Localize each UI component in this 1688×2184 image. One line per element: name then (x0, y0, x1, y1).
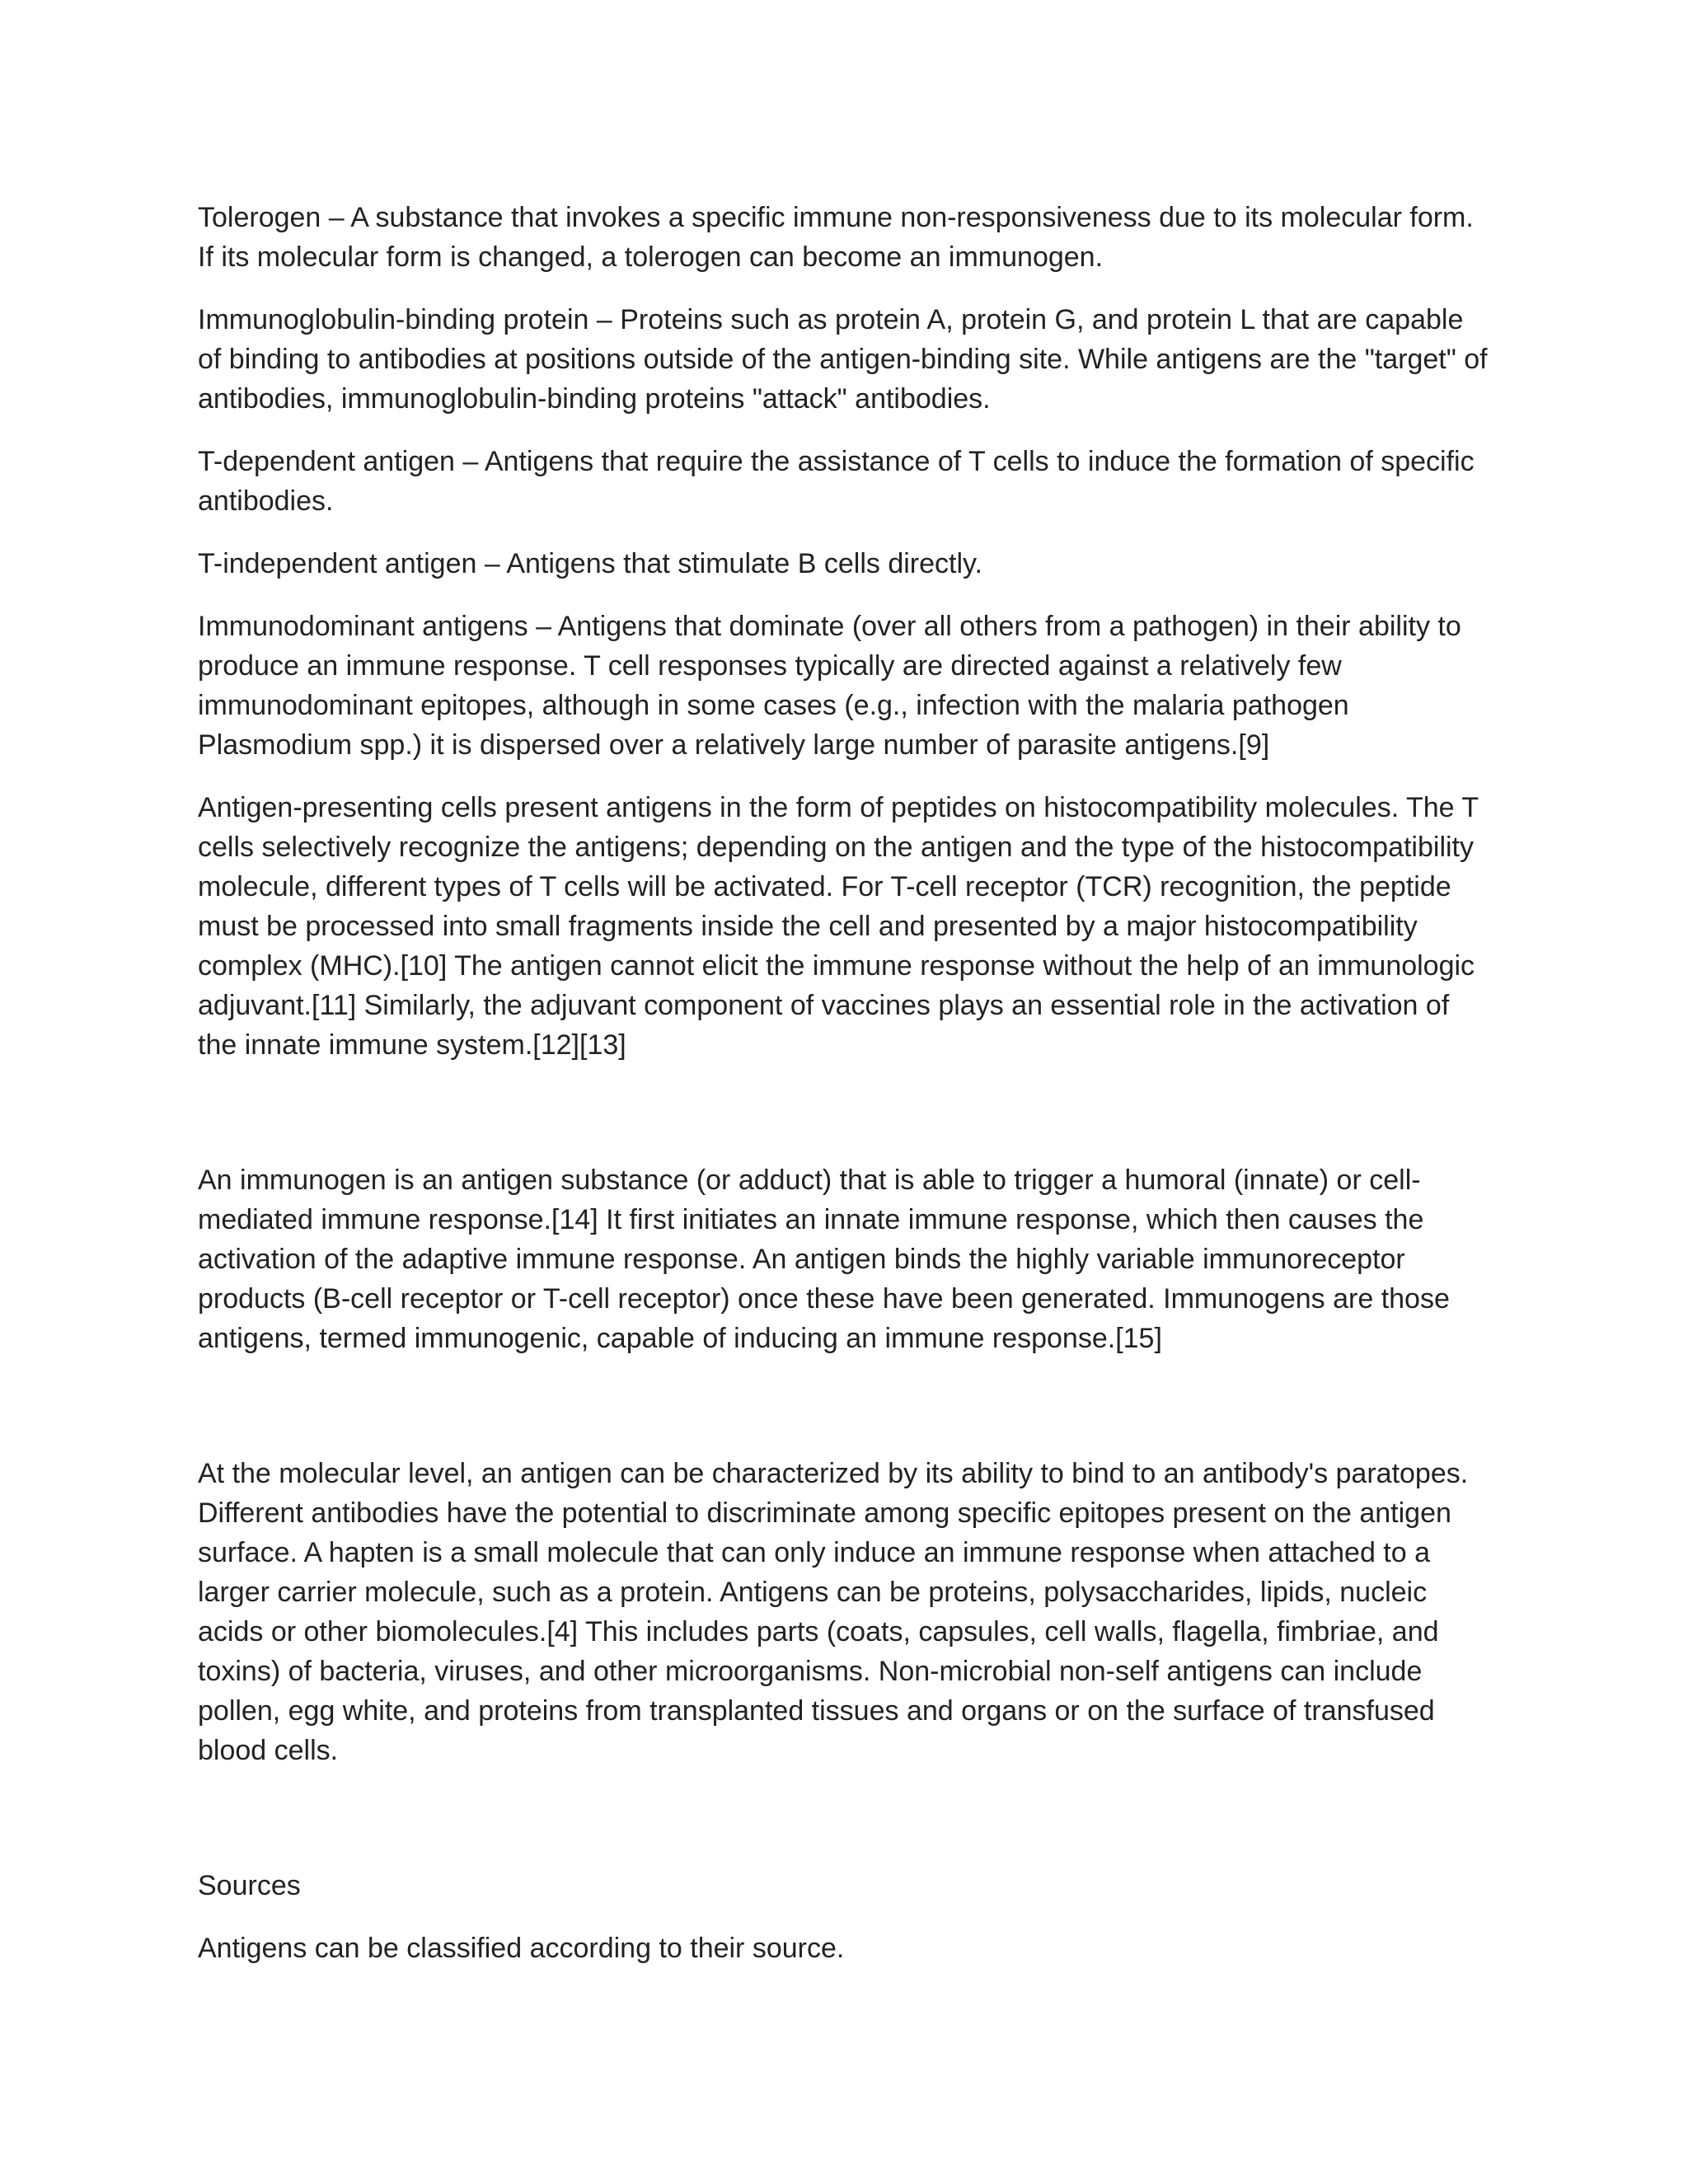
document-page (198, 198, 1492, 1991)
spacer (198, 1381, 1492, 1454)
paragraph-immunodominant-antigens: Immunodominant antigens – Antigens that dominate (over all others from a pathogen) in their ability to produce an immune response. T cell responses typically are directed against a relatively few immunodominant epitopes, although in some cases (e.g., infection with the malaria pathogen Plasmodium spp.) it is dispersed over a relatively large number of parasite antigens.[9] (198, 611, 1461, 761)
paragraph-immunogen: An immunogen is an antigen substance (or adduct) that is able to trigger a humoral (innate) or cell-mediated immune response.[14] It first initiates an innate immune response, which then causes the activation of the adaptive immune response. An antigen binds the highly variable immunoreceptor products (B-cell receptor or T-cell receptor) once these have been generated. Immunogens are those antigens, termed immunogenic, capable of inducing an immune response.[15] (198, 1165, 1450, 1354)
paragraph-tolerogen: Tolerogen – A substance that invokes a specific immune non-responsiveness due to its molecular form. If its molecular form is changed, a tolerogen can become an immunogen. (198, 202, 1474, 273)
paragraph-immunoglobulin-binding-protein: Immunoglobulin-binding protein – Proteins such as protein A, protein G, and protein L that are capable of binding to antibodies at positions outside of the antigen-binding site. While antigens are the "target" of antibodies, immunoglobulin-binding proteins "attack" antibodies. (198, 304, 1488, 415)
paragraph-sources-intro: Antigens can be classified according to their source. (198, 1933, 845, 1964)
paragraph-antigen-presenting-cells: Antigen-presenting cells present antigens in the form of peptides on histocompatibility molecules. The T cells selectively recognize the antigens; depending on the antigen and the type of the histocompatibility molecule, different types of T cells will be activated. For T-cell receptor (TCR) recognition, the peptide must be processed into small fragments inside the cell and presented by a major histocompatibility complex (MHC).[10] The antigen cannot elicit the immune response without the help of an immunologic adjuvant.[11] Similarly, the adjuvant component of vaccines plays an essential role in the activation of the innate immune system.[12][13] (198, 792, 1479, 1061)
section-heading-sources: Sources (198, 1870, 301, 1901)
paragraph-t-independent-antigen: T-independent antigen – Antigens that stimulate B cells directly. (198, 548, 982, 579)
spacer (198, 1793, 1492, 1866)
spacer (198, 1088, 1492, 1160)
paragraph-t-dependent-antigen: T-dependent antigen – Antigens that require the assistance of T cells to induce the formation of specific antibodies. (198, 446, 1475, 517)
paragraph-molecular-level: At the molecular level, an antigen can be characterized by its ability to bind to an antibody's paratopes. Different antibodies have the potential to discriminate among specific epitopes present on the antigen surface. A hapten is a small molecule that can only induce an immune response when attached to a larger carrier molecule, such as a protein. Antigens can be proteins, polysaccharides, lipids, nucleic acids or other biomolecules.[4] This includes parts (coats, capsules, cell walls, flagella, fimbriae, and toxins) of bacteria, viruses, and other microorganisms. Non-microbial non-self antigens can include pollen, egg white, and proteins from transplanted tissues and organs or on the surface of transfused blood cells. (198, 1458, 1469, 1766)
